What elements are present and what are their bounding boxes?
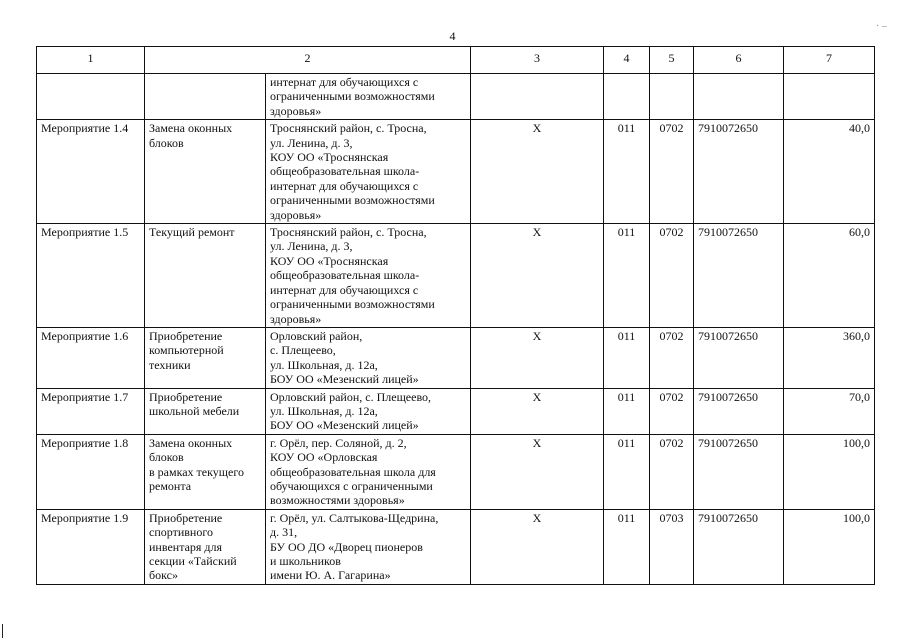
table-cell: X xyxy=(471,120,604,224)
table-cell: Текущий ремонт xyxy=(145,224,266,328)
table-cell: 360,0 xyxy=(784,327,875,388)
header-cell: 7 xyxy=(784,47,875,74)
table-cell: 0702 xyxy=(650,120,694,224)
table-cell: Мероприятие 1.5 xyxy=(37,224,145,328)
table-body xyxy=(37,47,875,585)
table-cell: 7910072650 xyxy=(694,434,784,509)
table-cell: 011 xyxy=(604,509,650,584)
table-cell: Мероприятие 1.4 xyxy=(37,120,145,224)
table-cell: Мероприятие 1.8 xyxy=(37,434,145,509)
table-cell: 7910072650 xyxy=(694,509,784,584)
table-cell xyxy=(650,74,694,120)
table-cell: X xyxy=(471,509,604,584)
table-cell: 0702 xyxy=(650,224,694,328)
table-cell: 0702 xyxy=(650,327,694,388)
table-row xyxy=(37,120,875,224)
header-cell: 5 xyxy=(650,47,694,74)
table-cell: Замена оконных блоков xyxy=(145,120,266,224)
table-row xyxy=(37,434,875,509)
table-row xyxy=(37,224,875,328)
table-cell: 011 xyxy=(604,434,650,509)
table-cell: 60,0 xyxy=(784,224,875,328)
table-cell xyxy=(145,74,266,120)
table-row xyxy=(37,74,875,120)
table-cell xyxy=(37,74,145,120)
table-cell: 011 xyxy=(604,388,650,434)
table-cell xyxy=(604,74,650,120)
scan-edge-mark xyxy=(2,624,3,638)
header-cell: 1 xyxy=(37,47,145,74)
table-cell: X xyxy=(471,224,604,328)
table-cell xyxy=(471,74,604,120)
table-cell: 100,0 xyxy=(784,434,875,509)
table-cell: Орловский район, с. Плещеево, ул. Школьная, д. 12а, БОУ ОО «Мезенский лицей» xyxy=(266,327,471,388)
table-cell: Приобретение спортивного инвентаря для секции «Тайский бокс» xyxy=(145,509,266,584)
table-cell xyxy=(694,74,784,120)
table-cell: 7910072650 xyxy=(694,388,784,434)
table-cell: 70,0 xyxy=(784,388,875,434)
table-cell: Орловский район, с. Плещеево, ул. Школьная, д. 12а, БОУ ОО «Мезенский лицей» xyxy=(266,388,471,434)
table-cell: 0703 xyxy=(650,509,694,584)
budget-table xyxy=(36,46,875,585)
table-cell: Мероприятие 1.9 xyxy=(37,509,145,584)
table-cell: 0702 xyxy=(650,388,694,434)
header-row xyxy=(37,47,875,74)
table-cell: 40,0 xyxy=(784,120,875,224)
table-cell: 011 xyxy=(604,327,650,388)
table-cell: 7910072650 xyxy=(694,120,784,224)
table-cell: X xyxy=(471,388,604,434)
table-cell: г. Орёл, пер. Соляной, д. 2, КОУ ОО «Орловская общеобразовательная школа для обучающихся с ограниченными возможностями здоровья» xyxy=(266,434,471,509)
table-cell: Мероприятие 1.6 xyxy=(37,327,145,388)
table-cell: 7910072650 xyxy=(694,224,784,328)
table-cell xyxy=(784,74,875,120)
corner-mark: · – xyxy=(876,21,887,32)
table-cell: X xyxy=(471,434,604,509)
table-cell: Приобретение компьютерной техники xyxy=(145,327,266,388)
page-number: 4 xyxy=(449,29,456,43)
table-cell: X xyxy=(471,327,604,388)
table-row xyxy=(37,388,875,434)
header-cell: 2 xyxy=(145,47,471,74)
table-cell: Замена оконных блоков в рамках текущего ремонта xyxy=(145,434,266,509)
table-cell: Троснянский район, с. Тросна, ул. Ленина, д. 3, КОУ ОО «Троснянская общеобразовательная школа- интернат для обучающихся с ограниченными возможностями здоровья» xyxy=(266,224,471,328)
table-cell: 100,0 xyxy=(784,509,875,584)
table-row xyxy=(37,509,875,584)
header-cell: 6 xyxy=(694,47,784,74)
table-cell: 0702 xyxy=(650,434,694,509)
table-cell: интернат для обучающихся с ограниченными возможностями здоровья» xyxy=(266,74,471,120)
header-cell: 4 xyxy=(604,47,650,74)
table-cell: 011 xyxy=(604,224,650,328)
table-cell: 011 xyxy=(604,120,650,224)
table-cell: г. Орёл, ул. Салтыкова-Щедрина, д. 31, БУ ОО ДО «Дворец пионеров и школьников имени Ю. А. Гагарина» xyxy=(266,509,471,584)
table-row xyxy=(37,327,875,388)
header-cell: 3 xyxy=(471,47,604,74)
table-cell: Троснянский район, с. Тросна, ул. Ленина, д. 3, КОУ ОО «Троснянская общеобразовательная школа- интернат для обучающихся с ограниченными возможностями здоровья» xyxy=(266,120,471,224)
table-cell: 7910072650 xyxy=(694,327,784,388)
table-cell: Приобретение школьной мебели xyxy=(145,388,266,434)
table-cell: Мероприятие 1.7 xyxy=(37,388,145,434)
